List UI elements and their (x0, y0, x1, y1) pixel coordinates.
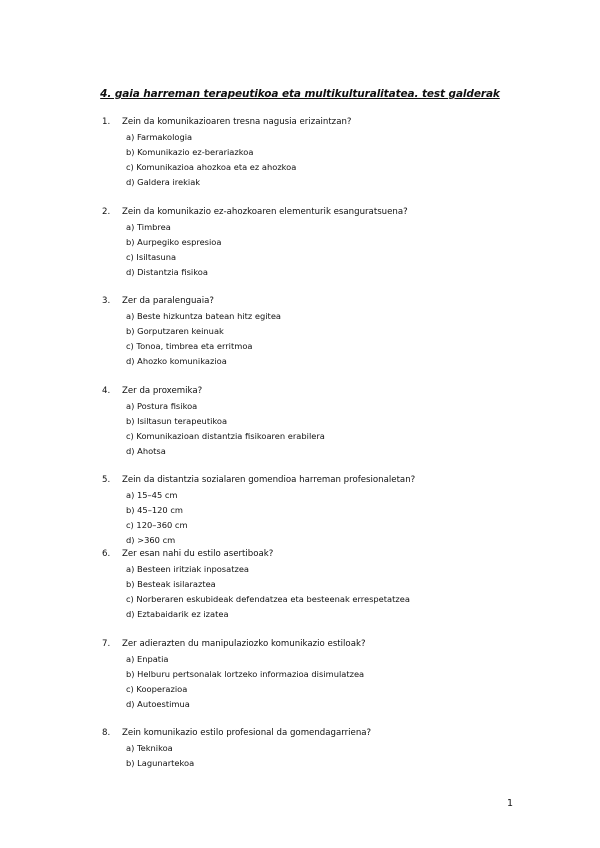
page-title: 4. gaia harreman terapeutikoa eta multikulturalitatea. test galderak (100, 88, 500, 100)
option-5b: b) 45–120 cm (126, 505, 183, 515)
option-6d: d) Eztabaidarik ez izatea (126, 609, 229, 619)
option-4a: a) Postura fisikoa (126, 401, 198, 411)
option-7a: a) Enpatia (126, 654, 169, 664)
option-4c: c) Komunikazioan distantzia fisikoaren erabilera (126, 431, 325, 441)
option-7c: c) Kooperazioa (126, 684, 188, 694)
option-2d: d) Distantzia fisikoa (126, 267, 208, 277)
page-number: 1 (507, 798, 514, 809)
question-text: Zein da komunikazio ez-ahozkoaren elementurik esanguratsuena? (122, 207, 408, 217)
option-2b: b) Aurpegiko espresioa (126, 237, 222, 247)
question-number: 3. (102, 296, 111, 306)
option-4b: b) Isiltasun terapeutikoa (126, 416, 228, 426)
option-1b: b) Komunikazio ez-berariazkoa (126, 147, 254, 157)
question-number: 5. (102, 475, 111, 485)
question-number: 6. (102, 549, 111, 559)
option-3c: c) Tonoa, timbrea eta erritmoa (126, 341, 253, 351)
question-text: Zer esan nahi du estilo asertiboak? (122, 549, 274, 559)
question-number: 2. (102, 207, 111, 217)
question-text: Zer adierazten du manipulaziozko komunikazio estiloak? (122, 639, 366, 649)
option-3a: a) Beste hizkuntza batean hitz egitea (126, 311, 282, 321)
option-6a: a) Besteen iritziak inposatzea (126, 564, 250, 574)
question-number: 1. (102, 117, 111, 127)
option-8b: b) Lagunartekoa (126, 758, 195, 768)
option-7b: b) Helburu pertsonalak lortzeko informazioa disimulatzea (126, 669, 365, 679)
option-4d: d) Ahotsa (126, 446, 166, 456)
question-text: Zein da distantzia sozialaren gomendioa harreman profesionaletan? (122, 475, 416, 485)
option-2c: c) Isiltasuna (126, 252, 177, 262)
question-text: Zer da proxemika? (122, 386, 203, 396)
option-6c: c) Norberaren eskubideak defendatzea eta besteenak errespetatzea (126, 594, 410, 604)
option-5d: d) >360 cm (126, 535, 176, 545)
option-3d: d) Ahozko komunikazioa (126, 356, 227, 366)
question-text: Zer da paralenguaia? (122, 296, 214, 306)
option-8a: a) Teknikoa (126, 743, 173, 753)
option-1d: d) Galdera irekiak (126, 177, 201, 187)
option-3b: b) Gorputzaren keinuak (126, 326, 224, 336)
option-7d: d) Autoestimua (126, 699, 190, 709)
option-5a: a) 15–45 cm (126, 490, 178, 500)
question-number: 8. (102, 728, 111, 738)
option-2a: a) Timbrea (126, 222, 171, 232)
question-number: 7. (102, 639, 111, 649)
option-6b: b) Besteak isilaraztea (126, 579, 216, 589)
question-text: Zein da komunikazioaren tresna nagusia erizaintzan? (122, 117, 352, 127)
option-1c: c) Komunikazioa ahozkoa eta ez ahozkoa (126, 162, 297, 172)
question-text: Zein komunikazio estilo profesional da gomendagarriena? (122, 728, 372, 738)
option-1a: a) Farmakologia (126, 132, 193, 142)
option-5c: c) 120–360 cm (126, 520, 188, 530)
question-number: 4. (102, 386, 111, 396)
